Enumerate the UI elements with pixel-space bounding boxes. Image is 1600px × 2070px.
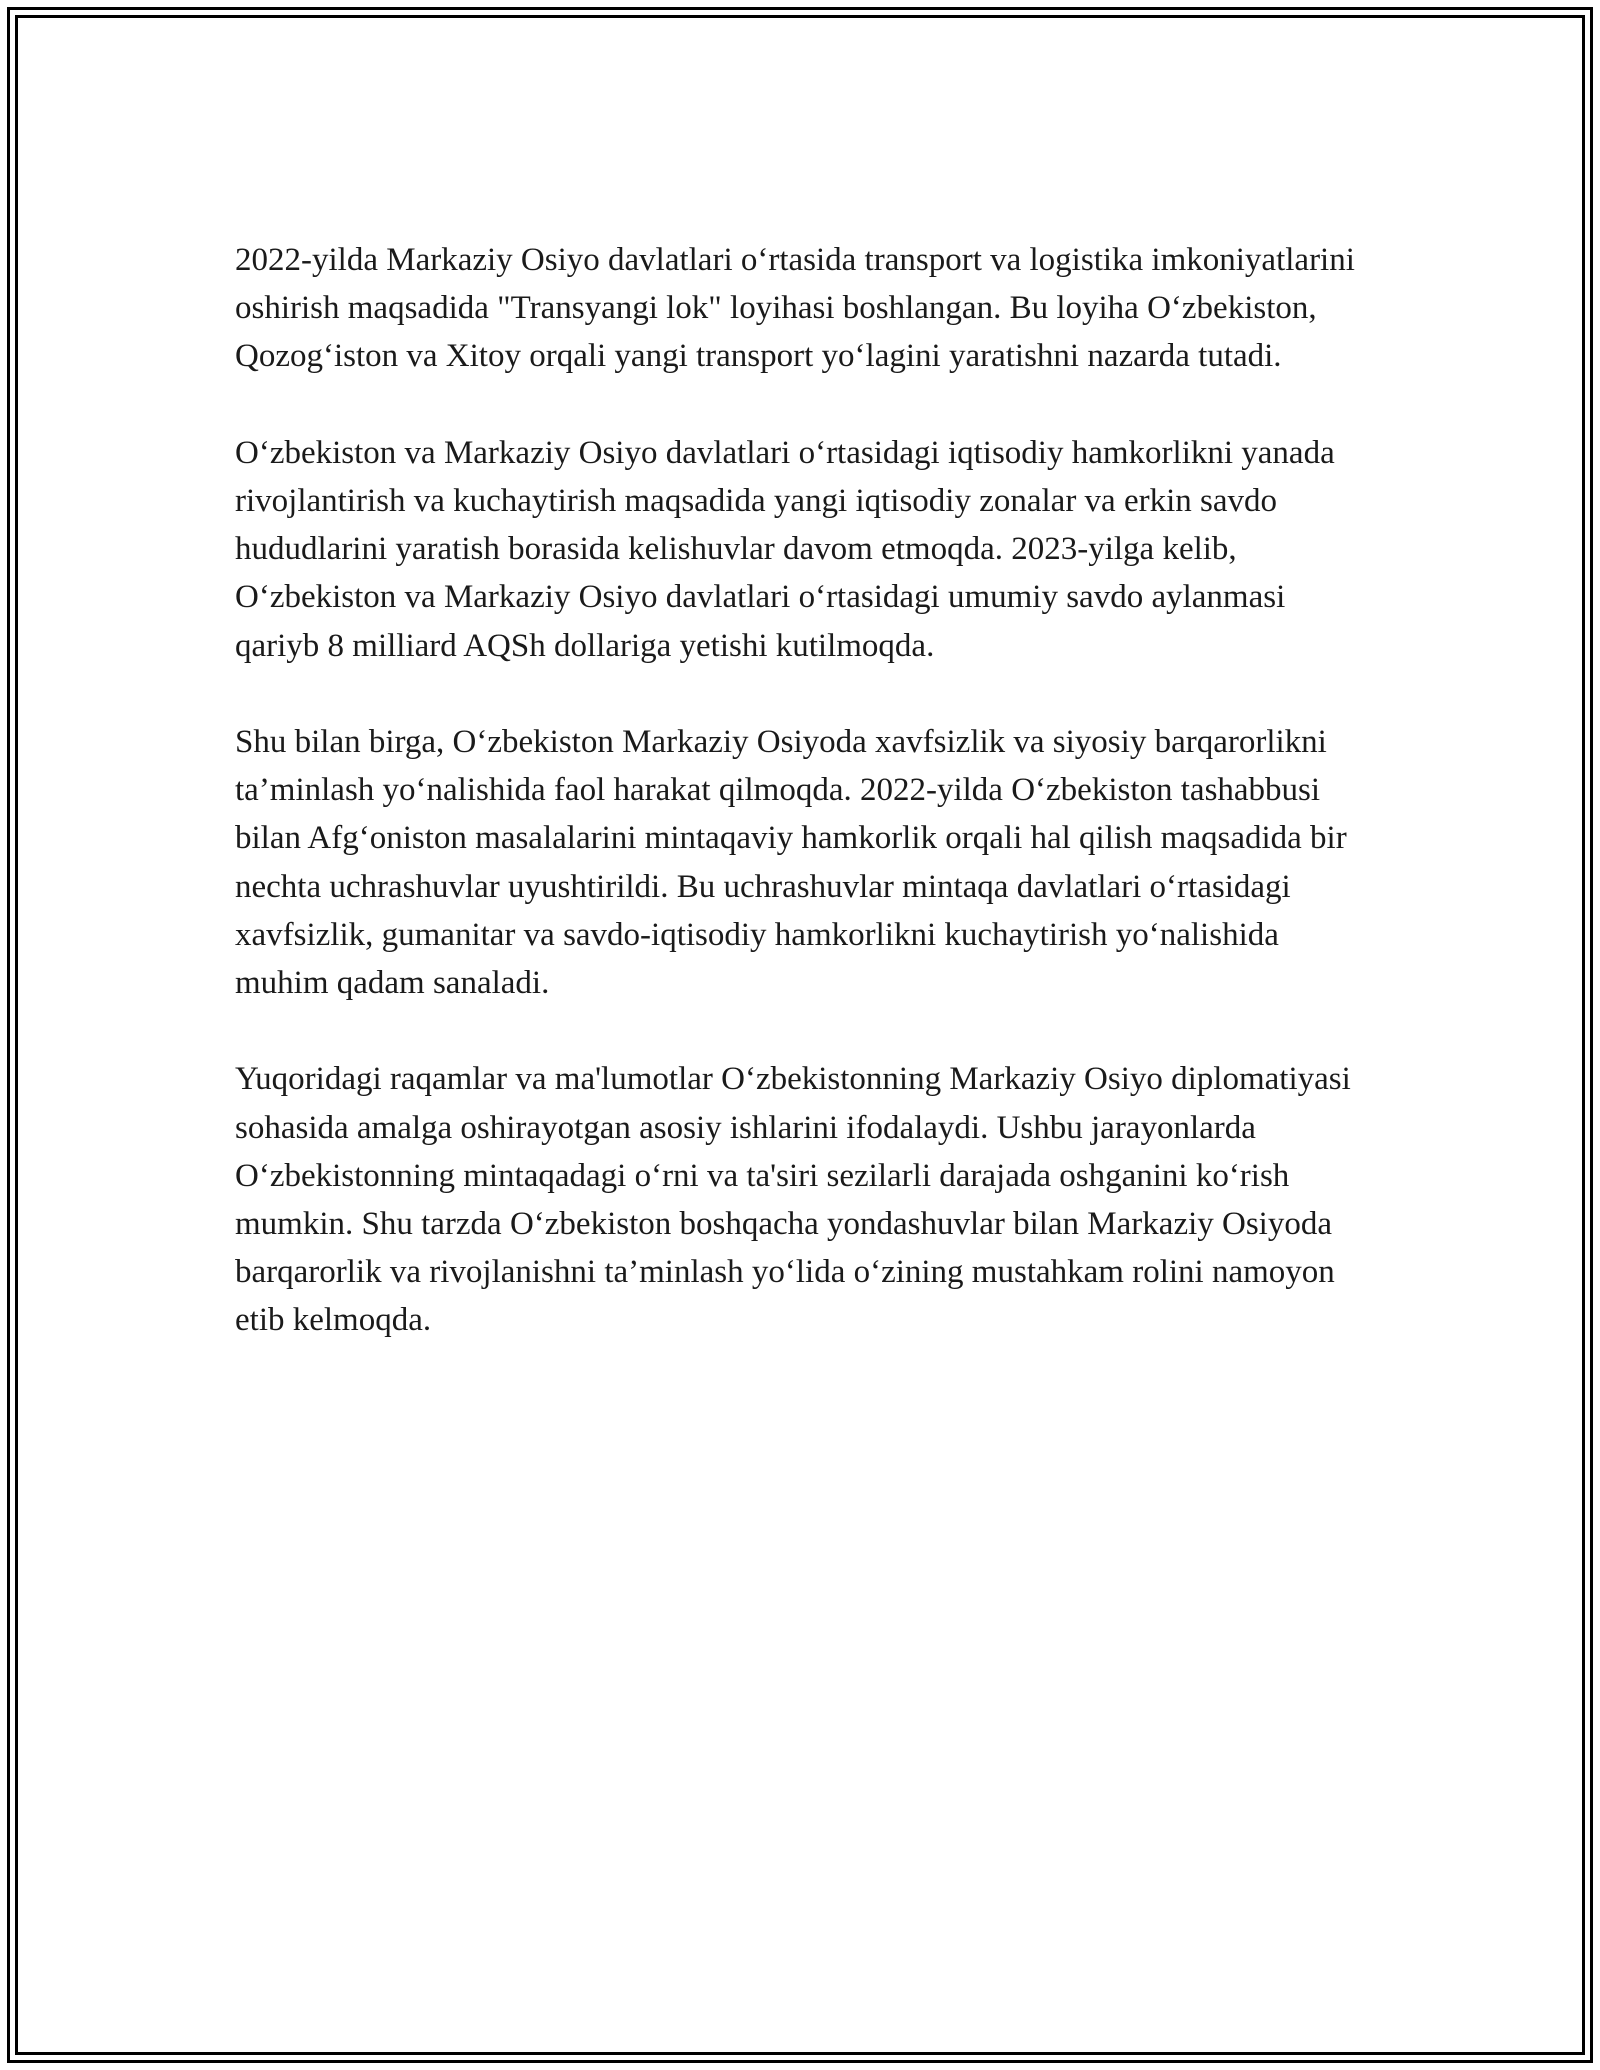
paragraph-conclusion: Yuqoridagi raqamlar va ma'lumotlar O‘zbekistonning Markaziy Osiyo diplomatiyasi sohasida amalga oshirayotgan asosiy ishlarini ifodalaydi. Ushbu jarayonlarda O‘zbekistonning mintaqadagi o‘rni va ta'siri sezilarli darajada oshganini ko‘rish mumkin. Shu tarzda O‘zbekiston boshqacha yondashuvlar bilan Markaziy Osiyoda barqarorlik va rivojlanishni ta’minlash yo‘lida o‘zining mustahkam rolini namoyon etib kelmoqda. — [235, 1061, 1351, 1339]
paragraph-economic-cooperation: O‘zbekiston va Markaziy Osiyo davlatlari o‘rtasidagi iqtisodiy hamkorlikni yanada rivojlantirish va kuchaytirish maqsadida yangi iqtisodiy zonalar va erkin savdo hududlarini yaratish borasida kelishuvlar davom etmoqda. 2023-yilga kelib, O‘zbekiston va Markaziy Osiyo davlatlari o‘rtasidagi umumiy savdo aylanmasi qariyb 8 milliard AQSh dollariga yetishi kutilmoqda. — [235, 434, 1335, 664]
document-body — [235, 236, 1365, 1345]
paragraph-transport-project: 2022-yilda Markaziy Osiyo davlatlari o‘rtasida transport va logistika imkoniyatlarini oshirish maqsadida "Transyangi lok" loyihasi boshlangan. Bu loyiha O‘zbekiston, Qozog‘iston va Xitoy orqali yangi transport yo‘lagini yaratishni nazarda tutadi. — [235, 242, 1355, 375]
paragraph-security-stability: Shu bilan birga, O‘zbekiston Markaziy Osiyoda xavfsizlik va siyosiy barqarorlikni ta’minlash yo‘nalishida faol harakat qilmoqda. 2022-yilda O‘zbekiston tashabbusi bilan Afg‘oniston masalalarini mintaqaviy hamkorlik orqali hal qilish maqsadida bir nechta uchrashuvlar uyushtirildi. Bu uchrashuvlar mintaqa davlatlari o‘rtasidagi xavfsizlik, gumanitar va savdo-iqtisodiy hamkorlikni kuchaytirish yo‘nalishida muhim qadam sanaladi. — [235, 724, 1347, 1002]
